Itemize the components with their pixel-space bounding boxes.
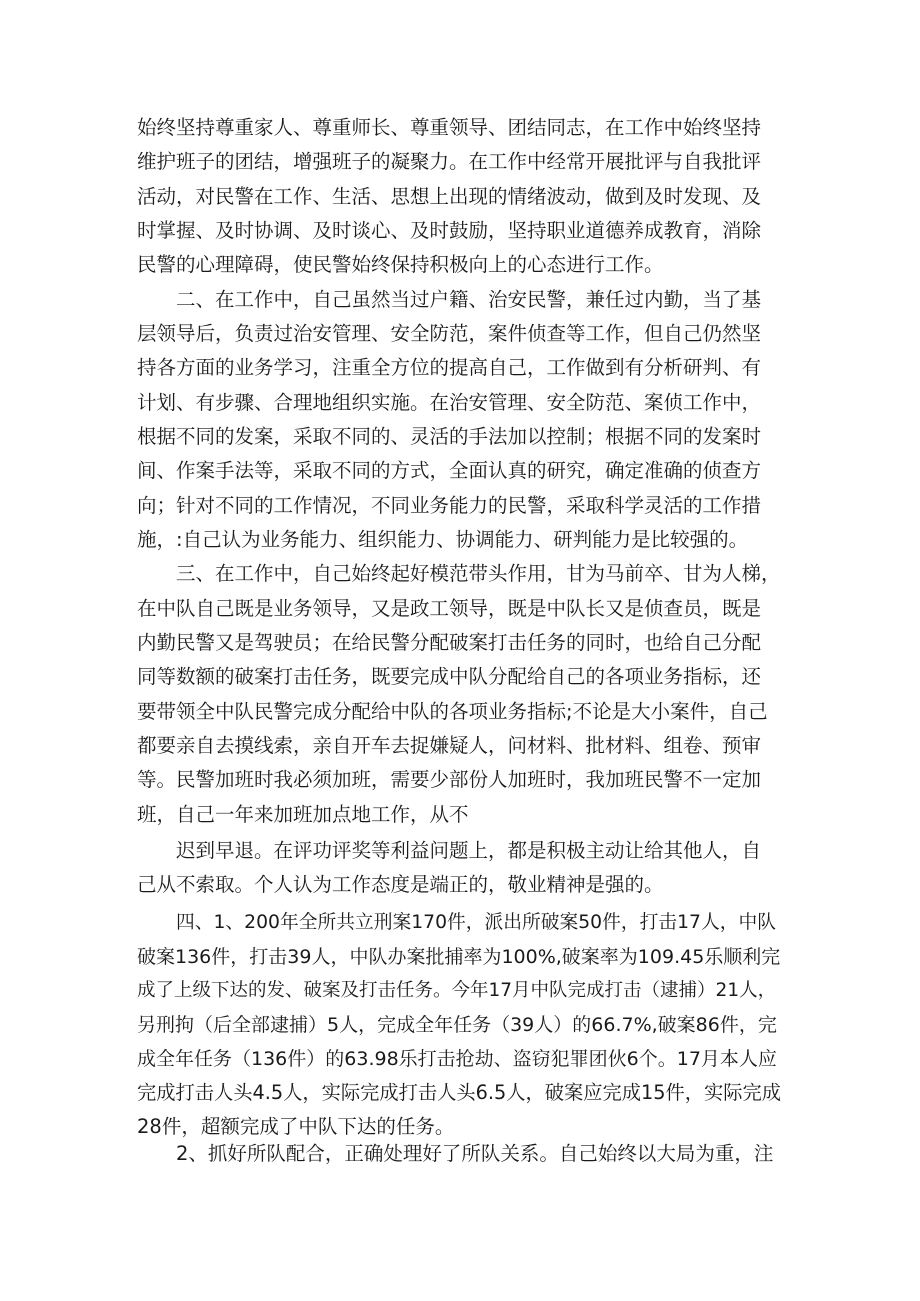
text-line: 都要亲自去摸线索，亲自开车去捉嫌疑人，问材料、批材料、组卷、预审	[137, 734, 762, 757]
text-line: 始终坚持尊重家人、尊重师长、尊重领导、团结同志，在工作中始终坚持	[137, 116, 762, 139]
text-line: 28件，超额完成了中队下达的任务。	[137, 1115, 455, 1138]
text-line: 层领导后，负责过治安管理、安全防范，案件侦查等工作，但自己仍然坚	[137, 322, 762, 345]
text-line: 2、抓好所队配合，正确处理好了所队关系。自己始终以大局为重，注	[176, 1142, 774, 1165]
text-line: 完成打击人头4.5人，实际完成打击人头6.5人，破案应完成15件，实际完成	[137, 1081, 781, 1104]
text-line: 时掌握、及时协调、及时谈心、及时鼓励，坚持职业道德养成教育，消除	[137, 219, 762, 242]
text-line: 向；针对不同的工作情况，不同业务能力的民警，采取科学灵活的工作措	[137, 494, 762, 517]
text-line: 施，:自己认为业务能力、组织能力、协调能力、研判能力是比较强的。	[137, 528, 749, 551]
text-line: 三、在工作中，自己始终起好模范带头作用，甘为马前卒、甘为人梯，	[176, 562, 781, 585]
text-line: 计划、有步骤、合理地组织实施。在治安管理、安全防范、案侦工作中，	[137, 391, 762, 414]
text-line: 内勤民警又是驾驶员；在给民警分配破案打击任务的同时，也给自己分配	[137, 631, 762, 654]
text-line: 同等数额的破案打击任务，既要完成中队分配给自己的各项业务指标，还	[137, 665, 762, 688]
text-line: 二、在工作中，自己虽然当过户籍、治安民警，兼任过内勤，当了基	[176, 288, 762, 311]
text-line: 己从不索取。个人认为工作态度是端正的，敬业精神是强的。	[137, 873, 664, 896]
text-line: 成了上级下达的发、破案及打击任务。今年17月中队完成打击（逮捕）21人，	[137, 980, 777, 1001]
text-line: 持各方面的业务学习，注重全方位的提高自己，工作做到有分析研判、有	[137, 356, 762, 379]
text-line: 维护班子的团结，增强班子的凝聚力。在工作中经常开展批评与自我批评	[137, 150, 762, 173]
text-line: 等。民警加班时我必须加班，需要少部份人加班时，我加班民警不一定加	[137, 768, 762, 791]
text-line: 四、1、200年全所共立刑案170件，派出所破案50件，打击17人，中队	[176, 912, 776, 933]
text-line: 班，自己一年来加班加点地工作，从不	[137, 803, 469, 826]
text-line: 民警的心理障碍，使民警始终保持积极向上的心态进行工作。	[137, 253, 664, 276]
text-line: 根据不同的发案，采取不同的、灵活的手法加以控制；根据不同的发案时	[137, 425, 762, 448]
text-line: 成全年任务（136件）的63.98乐打击抢劫、盗窃犯罪团伙6个。17月本人应	[137, 1048, 777, 1070]
text-line: 在中队自己既是业务领导，又是政工领导，既是中队长又是侦查员，既是	[137, 597, 762, 620]
text-line: 要带领全中队民警完成分配给中队的各项业务指标;不论是大小案件，自己	[137, 700, 768, 723]
text-line: 破案136件，打击39人，中队办案批捕率为100%,破案率为109.45乐顺利完	[137, 946, 781, 968]
text-line: 间、作案手法等，采取不同的方式，全面认真的研究，确定准确的侦查方	[137, 459, 762, 482]
text-line: 另刑拘（后全部逮捕）5人，完成全年任务（39人）的66.7%,破案86件，完	[137, 1014, 777, 1036]
text-line: 迟到早退。在评功评奖等利益问题上，都是积极主动让给其他人，自	[176, 839, 762, 862]
text-line: 活动，对民警在工作、生活、思想上出现的情绪波动，做到及时发现、及	[137, 185, 762, 208]
